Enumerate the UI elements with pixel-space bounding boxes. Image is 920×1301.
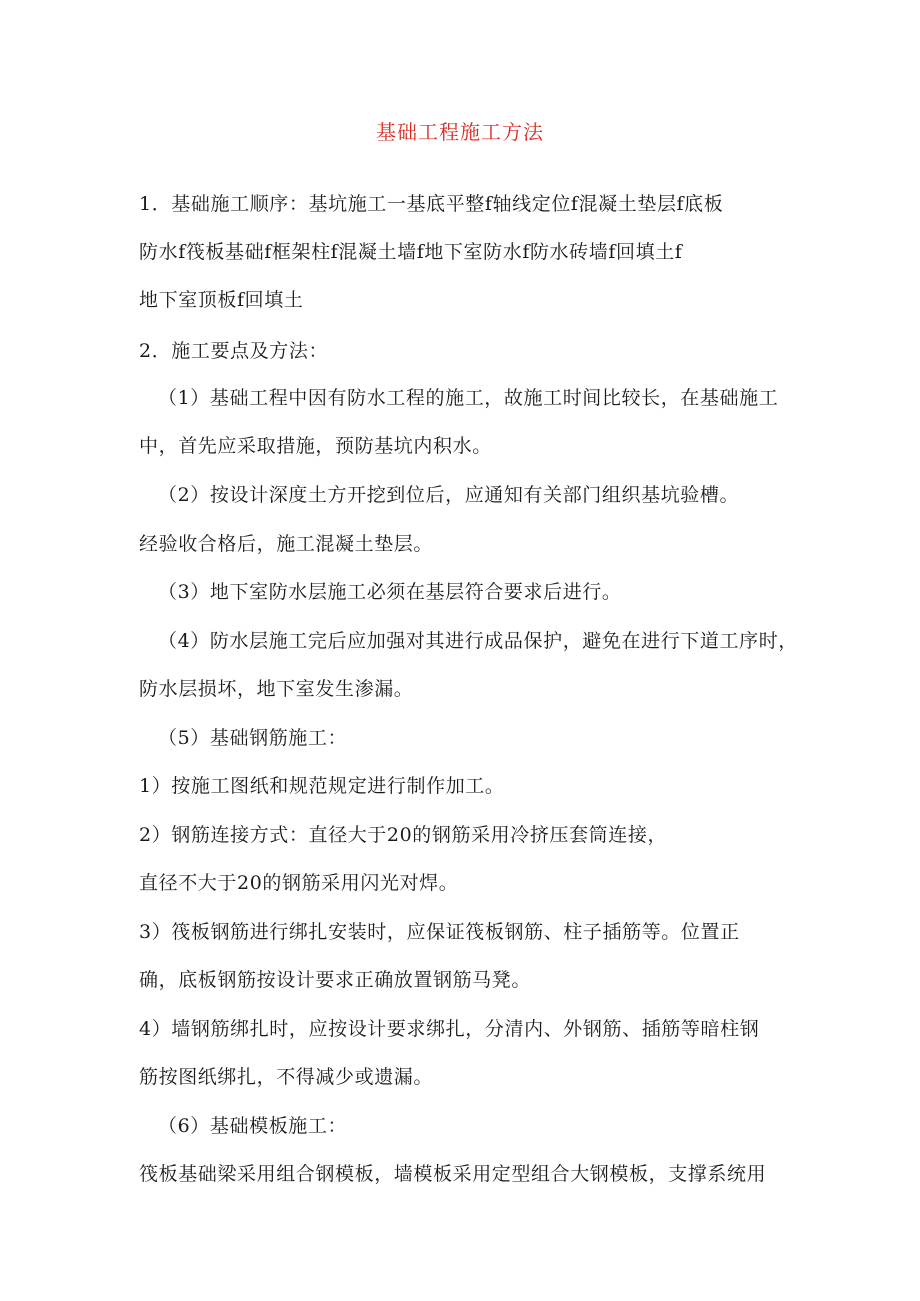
paragraph-line: 直径不大于20的钢筋采用闪光对焊。 xyxy=(139,872,459,894)
section-heading: （5）基础钢筋施工： xyxy=(158,727,348,749)
section-heading: 2．施工要点及方法： xyxy=(139,340,329,362)
paragraph-line: 中，首先应采取措施，预防基坑内积水。 xyxy=(139,435,492,457)
paragraph-line: （4）防水层施工完后应加强对其进行成品保护，避免在进行下道工序时， xyxy=(158,630,798,652)
document-title: 基础工程施工方法 xyxy=(376,120,544,144)
paragraph-line: 防水层损坏，地下室发生渗漏。 xyxy=(139,678,414,700)
paragraph-line: 3）筏板钢筋进行绑扎安装时，应保证筏板钢筋、柱子插筋等。位置正 xyxy=(139,921,740,943)
paragraph-line: 防水f筏板基础f框架柱f混凝土墙f地下室防水f防水砖墙f回填土f xyxy=(139,241,683,263)
paragraph-line: （1）基础工程中因有防水工程的施工，故施工时间比较长，在基础施工 xyxy=(158,387,779,409)
paragraph-line: 地下室顶板f回填土 xyxy=(139,289,304,311)
paragraph-line: 2）钢筋连接方式：直径大于20的钢筋采用冷挤压套筒连接， xyxy=(139,824,668,846)
paragraph-line: 1）按施工图纸和规范规定进行制作加工。 xyxy=(139,775,505,797)
section-heading: （6）基础模板施工： xyxy=(158,1115,348,1137)
paragraph-line: （3）地下室防水层施工必须在基层符合要求后进行。 xyxy=(158,581,622,603)
paragraph-line: 确，底板钢筋按设计要求正确放置钢筋马凳。 xyxy=(139,969,532,991)
paragraph-line: （2）按设计深度土方开挖到位后，应通知有关部门组织基坑验槽。 xyxy=(158,484,740,506)
paragraph-line: 经验收合格后，施工混凝土垫层。 xyxy=(139,533,434,555)
paragraph-line: 筋按图纸绑扎，不得减少或遗漏。 xyxy=(139,1066,434,1088)
paragraph-line: 筏板基础梁采用组合钢模板，墙模板采用定型组合大钢模板，支撑系统用 xyxy=(139,1163,767,1185)
paragraph-line: 4）墙钢筋绑扎时，应按设计要求绑扎，分清内、外钢筋、插筋等暗柱钢 xyxy=(139,1018,760,1040)
paragraph-line: 1．基础施工顺序：基坑施工一基底平整f轴线定位f混凝土垫层f底板 xyxy=(139,193,724,215)
